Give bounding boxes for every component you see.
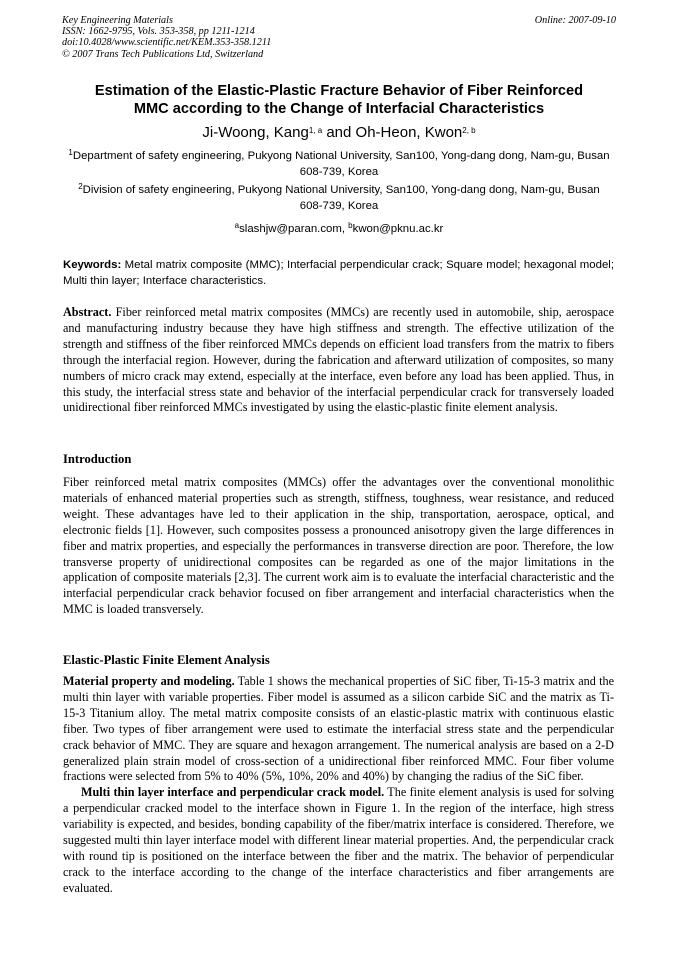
material-label: Material property and modeling. xyxy=(63,674,235,688)
author-1-sup: 1, a xyxy=(308,126,323,135)
keywords-text: Metal matrix composite (MMC); Interfacial perpendicular crack; Square model; hexagonal model; Multi thin layer; Interface characteristics. xyxy=(63,259,614,287)
keywords-label: Keywords: xyxy=(63,259,122,271)
abstract-block xyxy=(63,305,614,416)
author-2: Oh-Heon, Kwon xyxy=(355,124,463,141)
affiliation-1-num: 1 xyxy=(68,148,73,157)
keywords-block xyxy=(63,257,614,289)
affiliation-1-text: Department of safety engineering, Pukyong National University, San100, Yong-dang dong, Nam-gu, Busan 608-739, Korea xyxy=(72,150,610,178)
interface-text: The finite element analysis is used for solving a perpendicular cracked model to the interface shown in Figure 1. In the region of the interface, high stress variability is expected, and besides, bonding capability of the fiber/matrix interface is considered. Therefore, we suggested multi thin layer interface model with different linear material properties. And, the perpendicular crack with round tip is positioned on the interface between the fiber and the matrix. The behavior of perpendicular crack to the interface according to the change of the interface characteristics and fiber arrangements are evaluated. xyxy=(63,785,615,895)
material-paragraph xyxy=(63,674,614,785)
affiliation-2-text: Division of safety engineering, Pukyong National University, San100, Yong-dang dong, Nam-gu, Busan 608-739, Korea xyxy=(82,184,600,212)
abstract-label: Abstract. xyxy=(63,305,112,319)
material-text: Table 1 shows the mechanical properties of SiC fiber, Ti-15-3 matrix and the multi thin layer with variable properties. Fiber model is assumed as a silicon carbide SiC and the matrix as Ti-15-3 Titanium alloy. The metal matrix composite consists of an elastic-plastic matrix with continuous elastic fiber. Two types of fiber arrangement were used to estimate the interfacial stress state and the perpendicular crack behavior of MMC. They are square and hexagon arrangement. The numerical analysis are based on a 2-D generalized plain strain model of cross-section of a unidirectional fiber reinforced MMC. Four fiber volume fractions were selected from 5% to 40% (5%, 10%, 20% and 40%) by changing the radius of the SiC fiber. xyxy=(63,674,614,784)
email-b: kwon@pknu.ac.kr xyxy=(352,223,444,235)
paper-title xyxy=(62,82,616,118)
interface-paragraph xyxy=(63,785,614,896)
journal-name: Key Engineering Materials xyxy=(62,15,173,26)
fea-heading: Elastic-Plastic Finite Element Analysis xyxy=(63,653,270,667)
author-and: and xyxy=(322,124,356,141)
interface-label: Multi thin layer interface and perpendicular crack model. xyxy=(81,785,385,800)
copyright-line: © 2007 Trans Tech Publications Ltd, Switzerland xyxy=(62,48,264,60)
doi-line: doi:10.4028/www.scientific.net/KEM.353-358.1211 xyxy=(62,37,272,49)
abstract-text: Fiber reinforced metal matrix composites (MMCs) are recently used in automobile, ship, aerospace and manufacturing industry because they have high stiffness and strength. The effective utilization of the strength and stiffness of the fiber reinforced MMCs depends on efficient load transfers from the matrix to fibers through the interfacial region. However, during the fabrication and afterward utilization of composites, so many numbers of micro crack may extend, especially at the interface, even before any load has been applied. Thus, in this study, the interfacial stress state and behavior of the interfacial perpendicular crack for transversely loaded unidirectional fiber reinforced MMCs investigated by using the elastic-plastic finite element analysis. xyxy=(63,305,614,415)
author-list xyxy=(62,124,616,142)
email-b-sup: b xyxy=(348,221,353,230)
issn-line: ISSN: 1662-9795, Vols. 353-358, pp 1211-1214 xyxy=(62,26,255,38)
affiliation-1 xyxy=(66,148,612,180)
email-a: slashjw@paran.com, xyxy=(239,223,349,235)
introduction-text: Fiber reinforced metal matrix composites (MMCs) offer the advantages over the conventional monolithic materials of enhanced material properties such as strength, stiffness, toughness, wear resistance, and reduced weight. These advantages have led to their application in the ship, transportation, aerospace, optical, and electronic fields [1]. However, such composites possess a pronounced anisotropy given the large differences in fiber and matrix properties, and especially the performances in transverse direction are poor. Therefore, the low transverse property of unidirectional composites can be regarded as one of the major limitations in the application of composite materials [2,3]. The current work aim is to evaluate the interfacial characteristic and the interfacial perpendicular crack behavior focused on fiber arrangement and interfacial characteristics when the MMC is loaded transversely. xyxy=(63,475,614,617)
email-a-sup: a xyxy=(234,221,240,230)
author-emails xyxy=(62,221,616,237)
title-line-1: Estimation of the Elastic-Plastic Fracture Behavior of Fiber Reinforced xyxy=(94,83,584,99)
online-date: Online: 2007-09-10 xyxy=(534,15,616,26)
journal-header xyxy=(62,15,616,60)
affiliation-2-num: 2 xyxy=(78,182,83,191)
affiliation-2 xyxy=(66,182,612,214)
title-line-2: MMC according to the Change of Interfacial Characteristics xyxy=(133,101,545,117)
introduction-heading: Introduction xyxy=(63,452,132,466)
author-2-sup: 2, b xyxy=(462,126,476,135)
fea-section xyxy=(63,674,614,897)
author-1: Ji-Woong, Kang xyxy=(202,124,309,141)
